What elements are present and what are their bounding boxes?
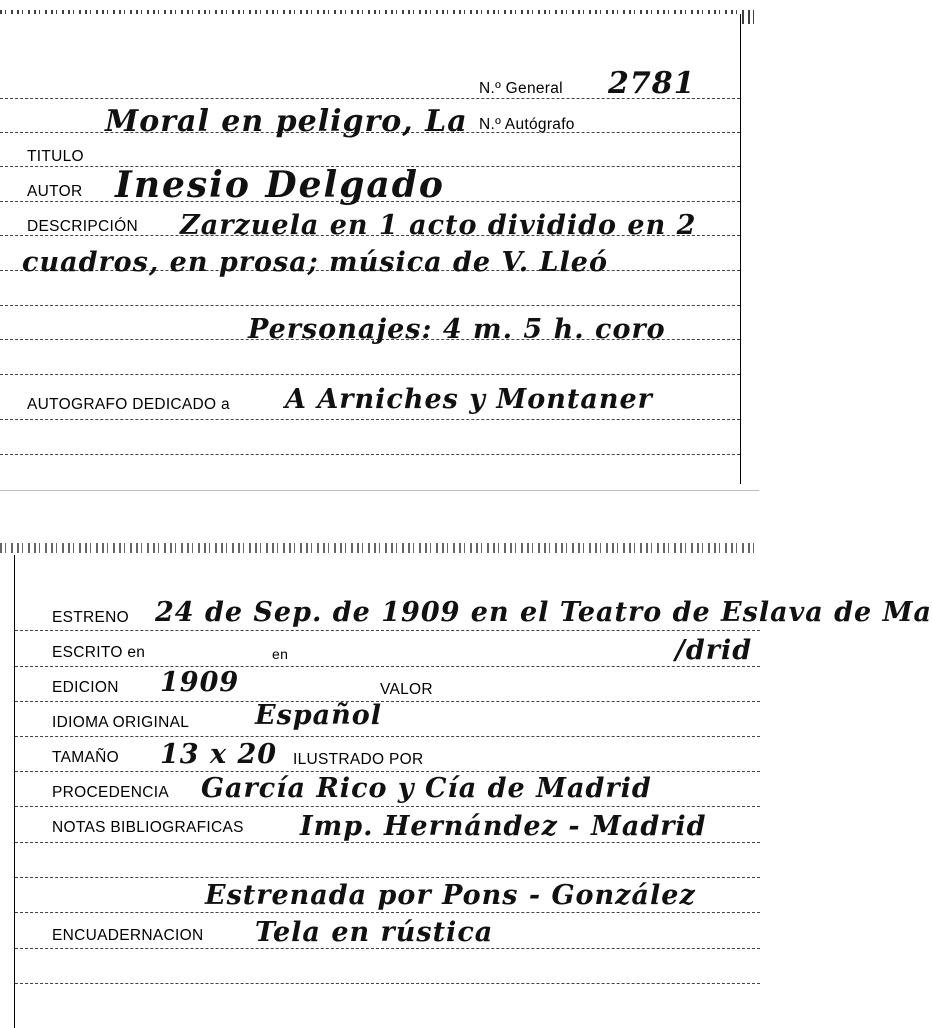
size-label: TAMAÑO [52, 749, 119, 766]
premiere-value-continued: /drid [675, 635, 753, 666]
card-rule [15, 666, 760, 667]
card-rule [15, 877, 760, 878]
card-rule [15, 948, 760, 949]
card-rule [0, 305, 740, 306]
dedicated-label: AUTOGRAFO DEDICADO a [27, 396, 230, 413]
catalog-card-back [14, 555, 932, 1028]
author-label: AUTOR [27, 183, 83, 200]
description-line-1: Zarzuela en 1 acto dividido en 2 [180, 210, 697, 241]
general-number-value: 2781 [608, 66, 696, 101]
premiered-by-note: Estrenada por Pons - González [205, 880, 696, 911]
description-label: DESCRIPCIÓN [27, 218, 138, 235]
card-rule [15, 736, 760, 737]
autograph-number-label: N.º Autógrafo [479, 116, 575, 133]
card-rule [0, 454, 740, 455]
bibliographic-notes-label: NOTAS BIBLIOGRAFICAS [52, 819, 244, 836]
original-language-label: IDIOMA ORIGINAL [52, 714, 190, 731]
edition-value: 1909 [160, 667, 240, 698]
premiere-label: ESTRENO [52, 609, 130, 626]
card-rule [15, 983, 760, 984]
provenance-label: PROCEDENCIA [52, 784, 169, 801]
card-rule [0, 419, 740, 420]
card-rule [15, 842, 760, 843]
characters-value: Personajes: 4 m. 5 h. coro [248, 314, 666, 345]
binding-value: Tela en rústica [255, 917, 494, 948]
card-rule [15, 701, 760, 702]
dedicated-value: A Arniches y Montaner [285, 384, 653, 415]
title-label: TITULO [27, 148, 84, 165]
title-value: Moral en peligro, La [105, 104, 468, 139]
size-value: 13 x 20 [160, 739, 278, 770]
written-in-label: ESCRITO en [52, 644, 146, 661]
description-line-2: cuadros, en prosa; música de V. Lleó [22, 247, 608, 278]
card-rule [15, 912, 760, 913]
value-label: VALOR [380, 681, 433, 698]
scan-separator [0, 490, 759, 491]
author-value: Inesio Delgado [115, 164, 445, 206]
card-rule [15, 630, 760, 631]
illustrated-by-label: ILUSTRADO POR [293, 751, 424, 768]
general-number-label: N.º General [479, 80, 563, 97]
catalog-card-front [0, 14, 741, 484]
written-en-label: en [272, 646, 289, 662]
card-rule [15, 771, 760, 772]
card-rule [15, 806, 760, 807]
provenance-value: García Rico y Cía de Madrid [201, 773, 652, 804]
premiere-value: 24 de Sep. de 1909 en el Teatro de Eslava de Ma [155, 597, 932, 628]
bibliographic-notes-value: Imp. Hernández - Madrid [300, 811, 707, 842]
card-rule [0, 374, 740, 375]
card-top-edge [0, 543, 759, 553]
edition-label: EDICION [52, 679, 119, 696]
original-language-value: Español [255, 700, 383, 731]
binding-label: ENCUADERNACION [52, 927, 204, 944]
